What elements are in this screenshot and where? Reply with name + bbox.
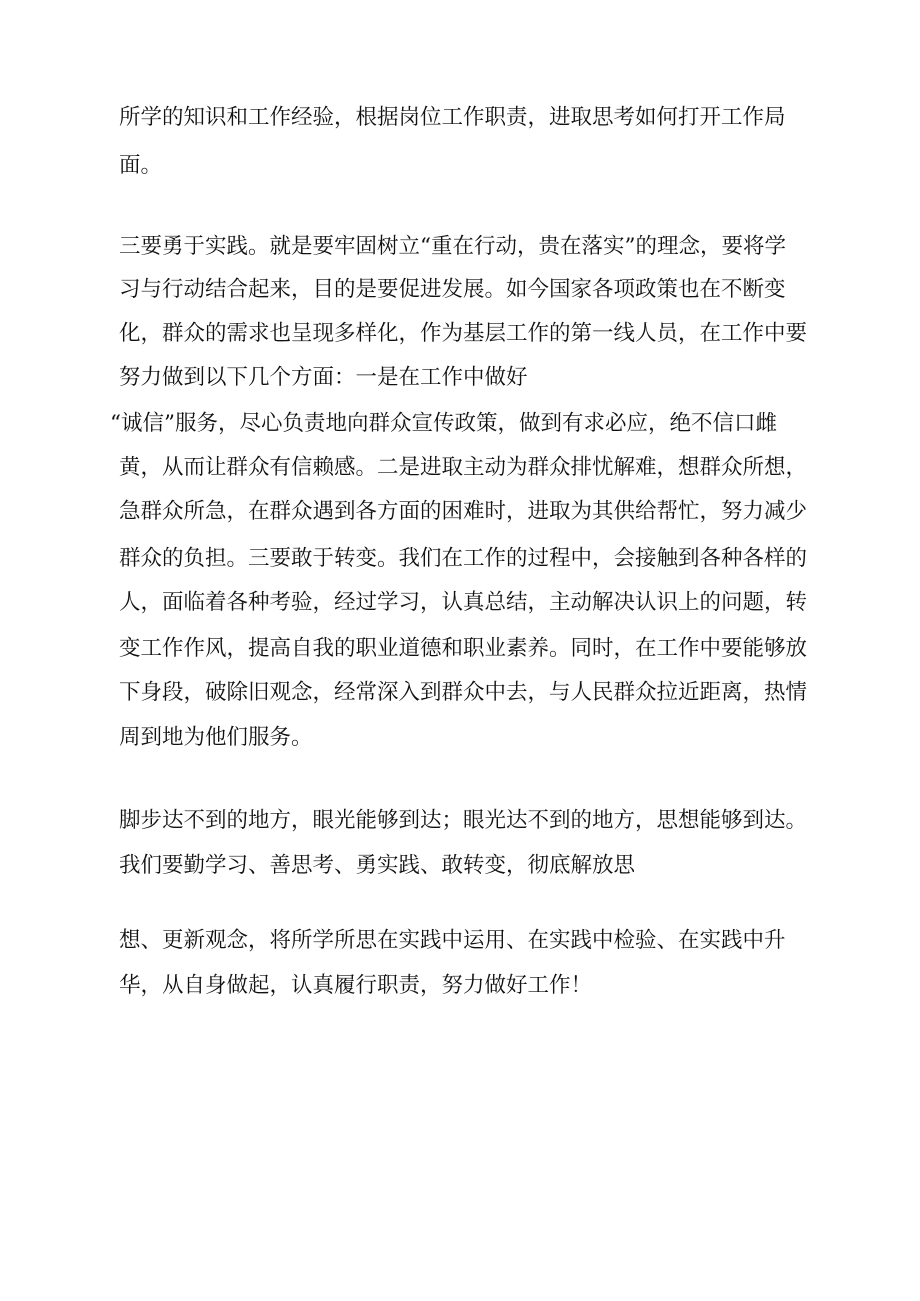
text-line: 黄，从而让群众有信赖感。二是进取主动为群众排忧解难，想群众所想， [119,455,808,480]
text-line: 化，群众的需求也呈现多样化，作为基层工作的第一线人员，在工作中要 [119,321,808,346]
text-line: 习与行动结合起来，目的是要促进发展。如今国家各项政策也在不断变 [119,277,786,302]
text-line: 面。 [119,153,163,178]
text-line: 我们要勤学习、善思考、勇实践、敢转变，彻底解放思 [119,853,636,878]
text-line: 华，从自身做起，认真履行职责，努力做好工作！ [119,973,593,998]
text-line: 三要勇于实践。就是要牢固树立“重在行动，贵在落实”的理念，要将学 [119,234,786,259]
text-line: 群众的负担。三要敢于转变。我们在工作的过程中，会接触到各种各样的 [119,546,808,571]
text-line: 脚步达不到的地方，眼光能够到达；眼光达不到的地方，思想能够到达。 [119,808,808,833]
text-line: 周到地为他们服务。 [119,725,313,750]
text-line: 下身段，破除旧观念，经常深入到群众中去，与人民群众拉近距离，热情 [119,680,808,705]
text-line: 变工作作风，提高自我的职业道德和职业素养。同时，在工作中要能够放 [119,636,808,661]
text-line: 所学的知识和工作经验，根据岗位工作职责，进取思考如何打开工作局 [119,105,786,130]
text-line: 想、更新观念，将所学所思在实践中运用、在实践中检验、在实践中升 [119,928,786,953]
text-line: 人，面临着各种考验，经过学习，认真总结，主动解决认识上的问题，转 [119,590,808,615]
text-line: 努力做到以下几个方面：一是在工作中做好 [119,365,528,390]
text-line: “诚信”服务，尽心负责地向群众宣传政策，做到有求必应，绝不信口雌 [110,411,777,436]
text-line: 急群众所急，在群众遇到各方面的困难时，进取为其供给帮忙，努力减少 [119,499,808,524]
